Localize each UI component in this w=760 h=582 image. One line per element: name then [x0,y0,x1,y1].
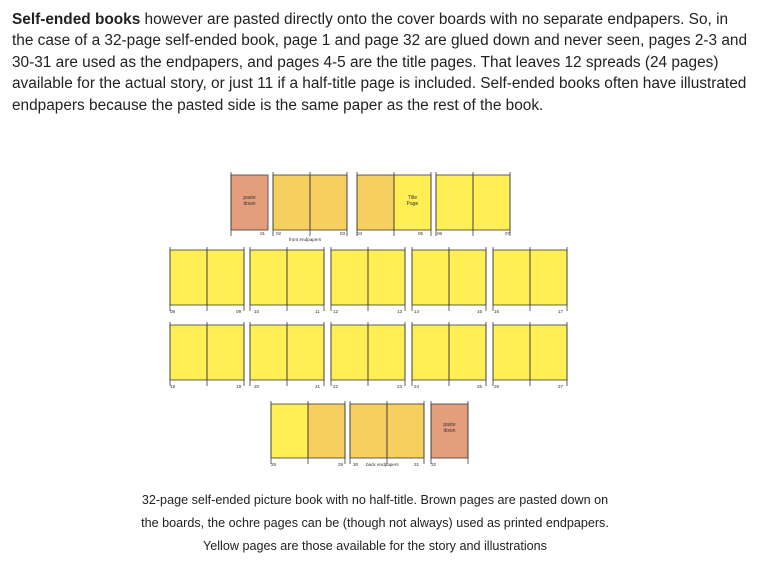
page-number-06: 06 [437,231,443,236]
page-12 [331,250,368,305]
page-28 [271,404,308,458]
row2-page-number-12: 12 [333,309,339,314]
page-11 [287,250,324,305]
pages-layer [170,172,567,464]
row2-page-number-16: 16 [494,309,500,314]
page-number-29: 29 [338,462,344,467]
page-10 [250,250,287,305]
page-13 [368,250,405,305]
page-15 [449,250,486,305]
page-21 [287,325,324,380]
row3-page-number-27: 27 [558,384,564,389]
page-number-01: 01 [260,231,266,236]
page-03 [310,175,347,230]
page-label: Title [407,195,418,201]
row3-page-number-25: 25 [477,384,483,389]
row2-page-number-11: 11 [315,309,320,314]
page-number-28: 28 [271,462,277,467]
page-27 [530,325,567,380]
row3-page-number-23: 23 [397,384,403,389]
page-06 [436,175,473,230]
page-number-31: 31 [414,462,420,467]
page-14 [412,250,449,305]
row3-page-number-19: 19 [236,384,242,389]
row2-page-number-15: 15 [477,309,483,314]
row2-page-number-14: 14 [414,309,420,314]
page-20 [250,325,287,380]
row3-page-number-26: 26 [494,384,500,389]
page-number-07: 07 [505,231,511,236]
page-25 [449,325,486,380]
paragraph-text: however are pasted directly onto the cover boards with no separate endpapers. So, in the case of a 32-page self-ended book, page 1 and page 32 are glued down and never seen, pages 2-3 and 30-31 are used as the endpapers, and pages 4-5 are the title pages. That leaves 12 spreads (24 pages) available for the actual story, or just 11 if a half-title page is included. Self-ended books often have illustrated endpapers because the pasted side is the same paper as the rest of the book. [12,11,748,114]
page-label: paste [243,195,256,201]
front-endpapers-label: front endpapers [289,237,322,242]
row3-page-number-22: 22 [333,384,339,389]
row3-page-number-20: 20 [254,384,260,389]
page-04 [357,175,394,230]
page-number-30: 30 [353,462,359,467]
page-label: down [443,428,456,434]
page-label: down [243,201,256,207]
bold-lead: Self-ended books [12,11,141,28]
page-18 [170,325,207,380]
row2-page-number-10: 10 [254,309,260,314]
page-23 [368,325,405,380]
page-label: Page [406,201,419,207]
row2-page-number-17: 17 [558,309,564,314]
row3-page-number-18: 18 [170,384,176,389]
page-label: paste [443,422,456,428]
back-endpapers-label: back endpapers [366,462,399,467]
page-19 [207,325,244,380]
page-16 [493,250,530,305]
page-02 [273,175,310,230]
page-number-32: 32 [431,462,437,467]
row2-page-number-13: 13 [397,309,403,314]
page-08 [170,250,207,305]
page-30 [350,404,387,458]
row2-page-number-08: 08 [170,309,176,314]
page-29 [308,404,345,458]
row3-page-number-21: 21 [315,384,321,389]
page-number-02: 02 [276,231,282,236]
page-number-05: 05 [418,231,424,236]
row3-page-number-24: 24 [414,384,420,389]
page-09 [207,250,244,305]
page-22 [331,325,368,380]
page-24 [412,325,449,380]
page-26 [493,325,530,380]
figure-caption: 32-page self-ended picture book with no half-title. Brown pages are pasted down on the boards, the ochre pages can be (though not always) used as printed endpapers. Yellow pages are those available for the story and illustrations [141,493,609,554]
page-31 [387,404,424,458]
page-17 [530,250,567,305]
page-number-04: 04 [357,231,363,236]
page-07 [473,175,510,230]
row2-page-number-09: 09 [236,309,242,314]
page-number-03: 03 [340,231,346,236]
